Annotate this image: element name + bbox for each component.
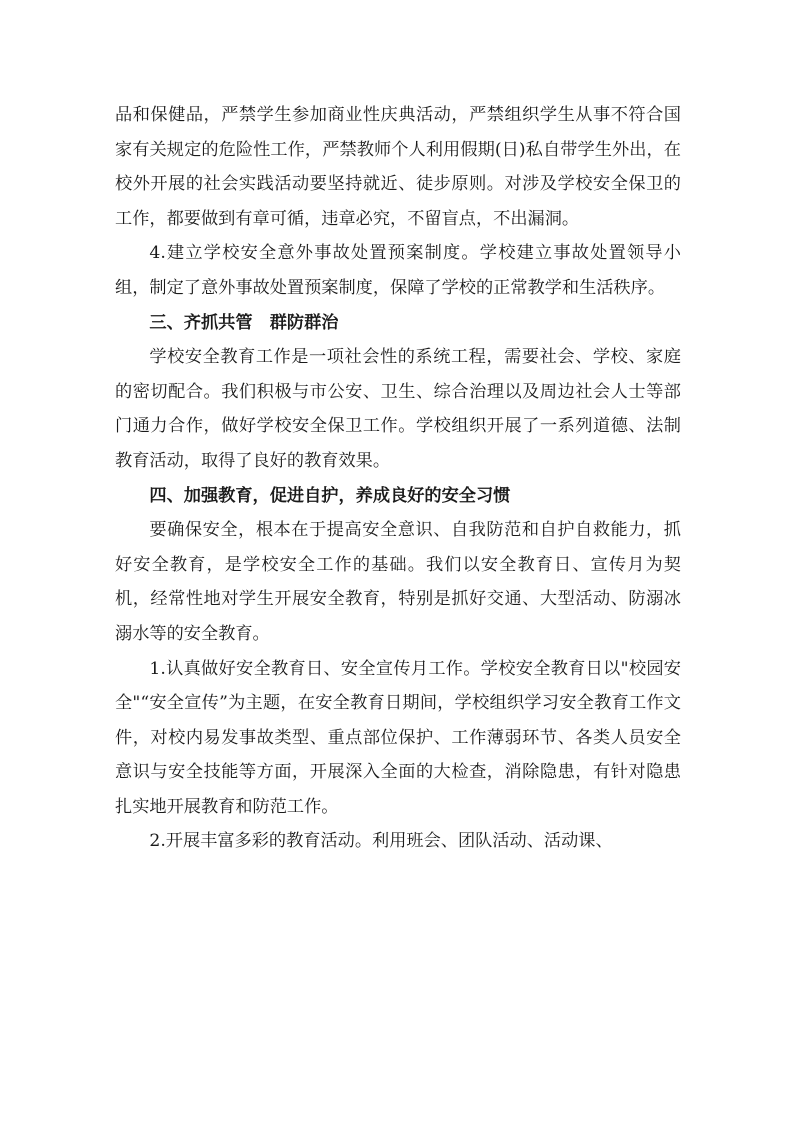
- paragraph-accident-plan: 4.建立学校安全意外事故处置预案制度。学校建立事故处置领导小组，制定了意外事故处置预案制度，保障了学校的正常教学和生活秩序。: [115, 243, 681, 298]
- paragraph-education-day: 1.认真做好安全教育日、安全宣传月工作。学校安全教育日以"校园安全"“安全宣传”为主题，在安全教育日期间，学校组织学习安全教育工作文件，对校内易发事故类型、重点部位保护、工作薄弱环节、各类人员安全意识与安全技能等方面，开展深入全面的大检查，消除隐患，有针对隐患扎实地开展教育和防范工作。: [115, 658, 681, 817]
- section-heading-three: 三、齐抓共管 群防群治: [149, 312, 339, 333]
- document-body: [115, 98, 681, 859]
- section-heading-four: 四、加强教育，促进自护，养成良好的安全习惯: [149, 485, 511, 506]
- paragraph-social-cooperation: 学校安全教育工作是一项社会性的系统工程，需要社会、学校、家庭的密切配合。我们积极与市公安、卫生、综合治理以及周边社会人士等部门通力合作，做好学校安全保卫工作。学校组织开展了一系列道德、法制教育活动，取得了良好的教育效果。: [115, 347, 681, 471]
- paragraph-continuation: 品和保健品，严禁学生参加商业性庆典活动，严禁组织学生从事不符合国家有关规定的危险性工作，严禁教师个人利用假期(日)私自带学生外出，在校外开展的社会实践活动要坚持就近、徒步原则。对涉及学校安全保卫的工作，都要做到有章可循，违章必究，不留盲点，不出漏洞。: [115, 105, 681, 229]
- paragraph-activities: 2.开展丰富多彩的教育活动。利用班会、团队活动、活动课、: [149, 831, 613, 852]
- paragraph-safety-education: 要确保安全，根本在于提高安全意识、自我防范和自护自救能力，抓好安全教育，是学校安全工作的基础。我们以安全教育日、宣传月为契机，经常性地对学生开展安全教育，特别是抓好交通、大型活动、防溺冰溺水等的安全教育。: [115, 520, 681, 644]
